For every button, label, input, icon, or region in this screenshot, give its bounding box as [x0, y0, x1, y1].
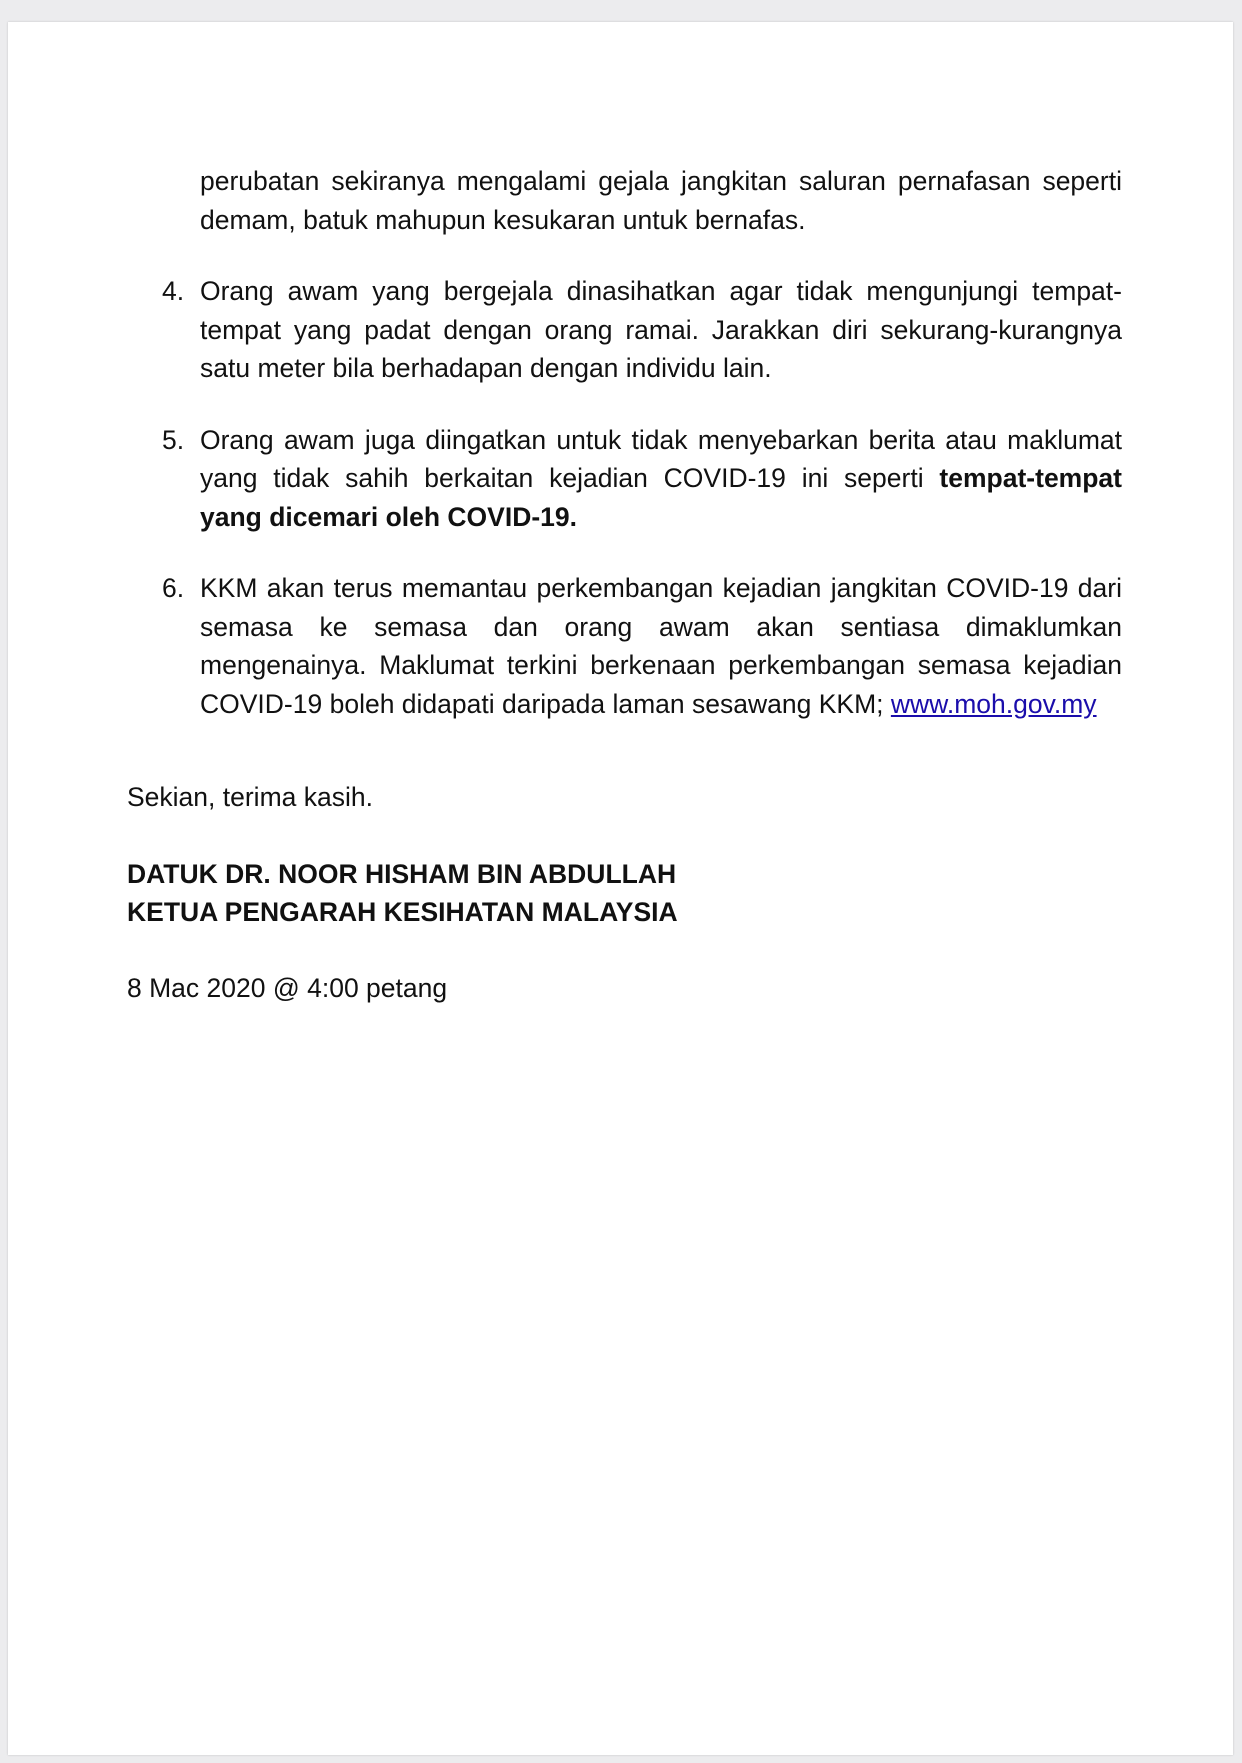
- document-date: 8 Mac 2020 @ 4:00 petang: [127, 972, 448, 1003]
- signatory-title: KETUA PENGARAH KESIHATAN MALAYSIA: [127, 897, 678, 927]
- list-item-4: [162, 272, 1122, 388]
- closing-line: Sekian, terima kasih.: [127, 782, 373, 812]
- list-text: KKM akan terus memantau perkembangan kejadian jangkitan COVID-19 dari semasa ke semasa dan orang awam akan sentiasa dimaklumkan mengenainya. Maklumat terkini berkenaan perkembangan semasa kejadian COVID-19 boleh didapati daripada laman sesawang KKM;: [200, 573, 1122, 719]
- list-text: Orang awam juga diingatkan untuk tidak menyebarkan berita atau maklumat yang tidak sahih berkaitan kejadian COVID-19 ini seperti: [200, 424, 1122, 493]
- document-page: [8, 22, 1233, 1755]
- list-number: 5.: [162, 424, 185, 455]
- continued-paragraph: perubatan sekiranya mengalami gejala jangkitan saluran pernafasan seperti demam, batuk mahupun kesukaran untuk bernafas.: [200, 166, 1122, 235]
- list-item-6: [162, 569, 1122, 723]
- list-item-5: [162, 421, 1122, 537]
- moh-website-link[interactable]: www.moh.gov.my: [890, 688, 1097, 719]
- signatory-name: DATUK DR. NOOR HISHAM BIN ABDULLAH: [127, 858, 677, 889]
- list-text: Orang awam yang bergejala dinasihatkan agar tidak mengunjungi tempat-tempat yang padat dengan orang ramai. Jarakkan diri sekurang-kurangnya satu meter bila berhadapan dengan individu lain.: [200, 276, 1122, 383]
- document-content: [127, 162, 1122, 1007]
- signature-block: [127, 855, 1122, 932]
- list-number: 6.: [162, 573, 185, 603]
- list-number: 4.: [162, 276, 185, 306]
- list-bold-text: tempat-tempat yang dicemari oleh COVID-19.: [200, 463, 1122, 532]
